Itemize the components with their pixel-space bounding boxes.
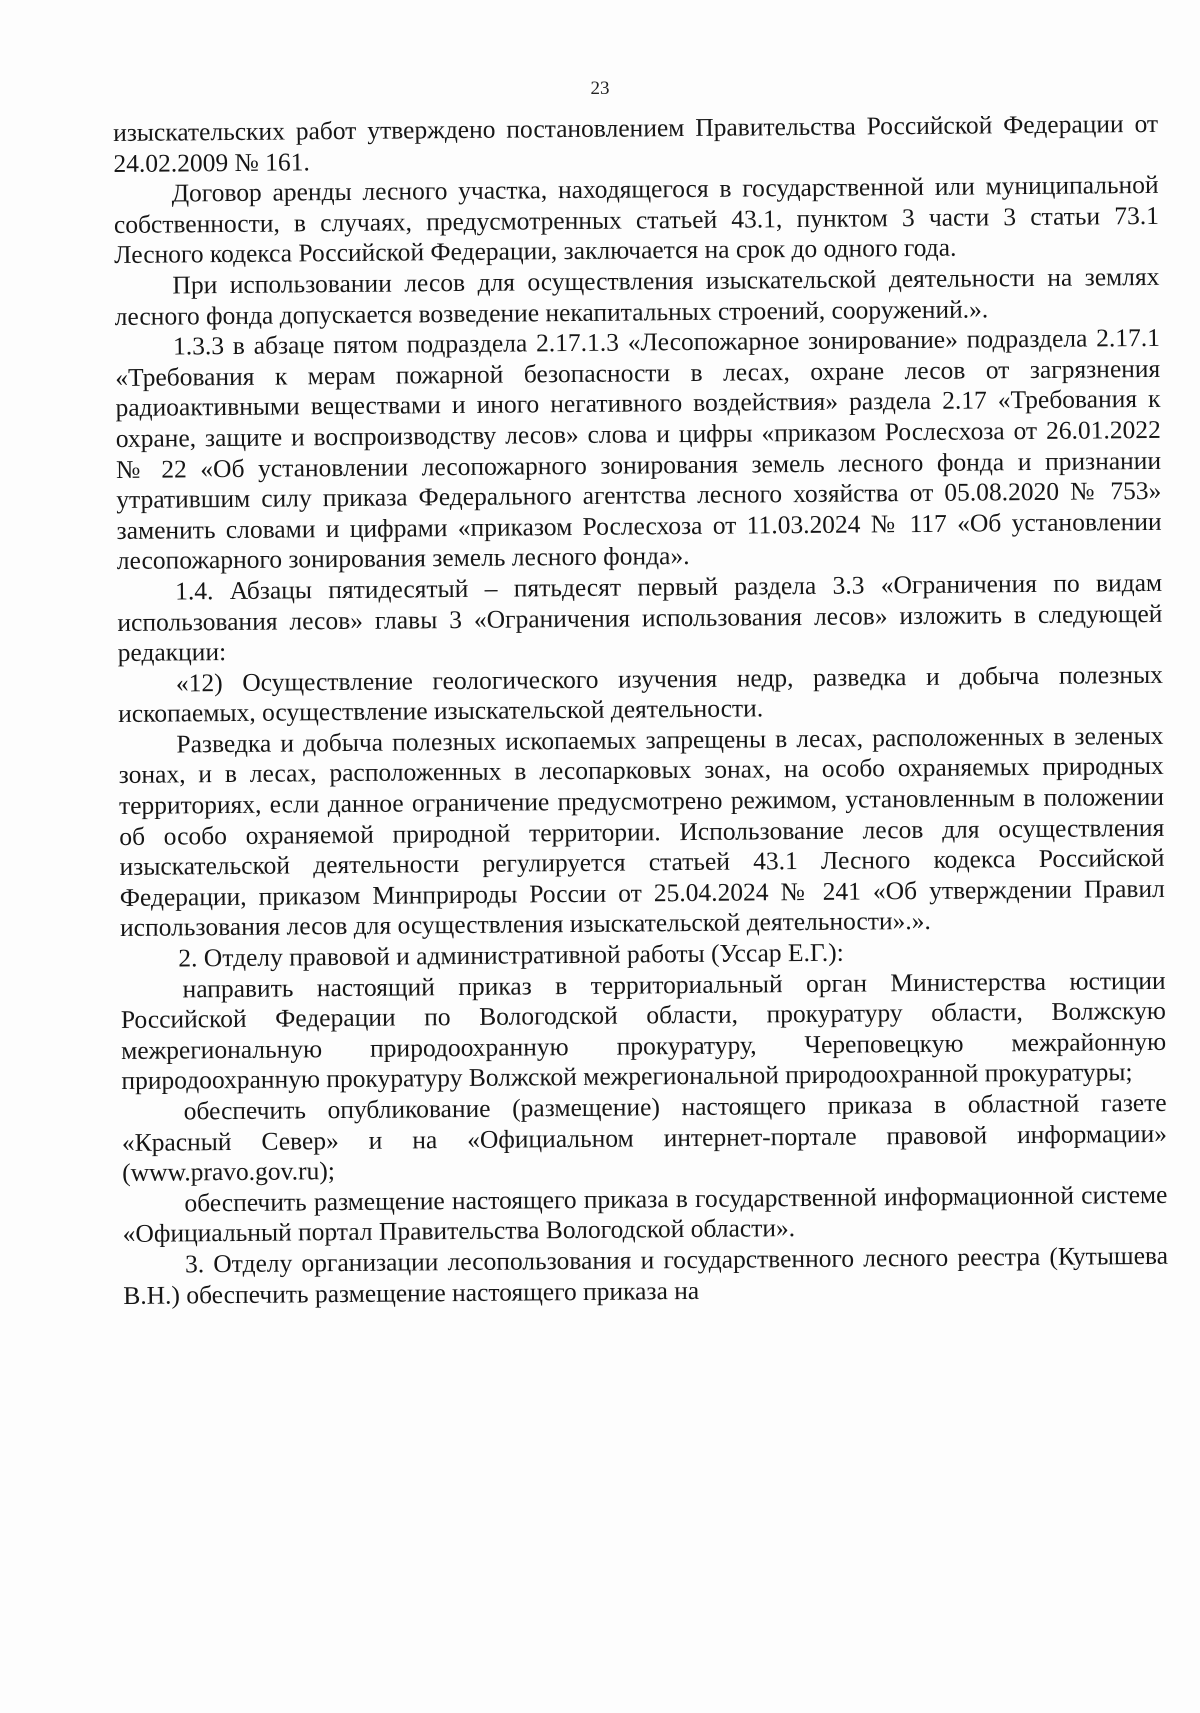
paragraph-1-3-3: 1.3.3 в абзаце пятом подраздела 2.17.1.3 «Лесопожарное зонирование» подраздела 2.17.1 «Требования к мерам пожарной безопасности в лесах, охране лесов от загрязнения радиоактивными веществами и иного негативного воздействия» раздела 2.17 «Требования к охране, защите и воспроизводству лесов» слова и цифры «приказом Рослесхоза от 26.01.2022 № 22 «Об установлении лесопожарного зонирования земель лесного фонда и признании утратившим силу приказа Федерального агентства лесного хозяйства от 05.08.2020 № 753» заменить словами и цифрами «приказом Рослесхоза от 11.03.2024 № 117 «Об установлении лесопожарного зонирования земель лесного фонда». [115,323,1162,576]
paragraph-continuation: изыскательских работ утверждено постановлением Правительства Российской Федерации от 24.02.2009 № 161. [113,108,1159,178]
paragraph-1-4: 1.4. Абзацы пятидесятый – пятьдесят первый раздела 3.3 «Ограничения по видам использования лесов» главы 3 «Ограничения использования лесов» изложить в следующей редакции: [117,567,1163,668]
paragraph-survey-structures: При использовании лесов для осуществления изыскательской деятельности на землях лесного фонда допускается возведение некапитальных строений, сооружений.». [114,261,1160,331]
paragraph-2-portal: обеспечить размещение настоящего приказа в государственной информационной системе «Официальный портал Правительства Вологодской области». [122,1179,1168,1249]
document-body [113,109,1168,1311]
paragraph-lease-term: Договор аренды лесного участка, находящегося в государственной или муниципальной собственности, в случаях, предусмотренных статьей 43.1, пунктом 3 части 3 статьи 73.1 Лесного кодекса Российской Федерации, заключается на срок до одного года. [113,170,1160,270]
paragraph-2-publish: обеспечить опубликование (размещение) настоящего приказа в областной газете «Красный Север» и на «Официальном интернет-портале правовой информации» (www.pravo.gov.ru); [121,1087,1168,1188]
paragraph-2-send: направить настоящий приказ в территориальный орган Министерства юстиции Российской Федерации по Вологодской области, прокуратуру области, Волжскую межрегиональную природоохранную прокуратуру, Череповецкую межрайонную природоохранную прокуратуру Волжской межрегиональной природоохранной прокуратуры; [120,965,1167,1096]
paragraph-mining-ban: Разведка и добыча полезных ископаемых запрещены в лесах, расположенных в зеленых зонах, и в лесах, расположенных в лесопарковых зонах, на особо охраняемых природных территориях, если данное ограничение предусмотрено режимом, установленным в положении об особо охраняемой природной территории. Использование лесов для осуществления изыскательской деятельности регулируется статьей 43.1 Лесного кодекса Российской Федерации, приказом Минприроды России от 25.04.2024 № 241 «Об утверждении Правил использования лесов для осуществления изыскательской деятельности».». [118,720,1165,943]
paragraph-3: 3. Отделу организации лесопользования и государственного лесного реестра (Кутышева В.Н.) обеспечить размещение настоящего приказа на [123,1240,1169,1310]
paragraph-item-12: «12) Осуществление геологического изучения недр, разведка и добыча полезных ископаемых, осуществление изыскательской деятельности. [118,659,1164,729]
page-number: 23 [590,78,610,99]
paragraph-2: 2. Отделу правовой и административной работы (Уссар Е.Г.): [178,937,844,973]
